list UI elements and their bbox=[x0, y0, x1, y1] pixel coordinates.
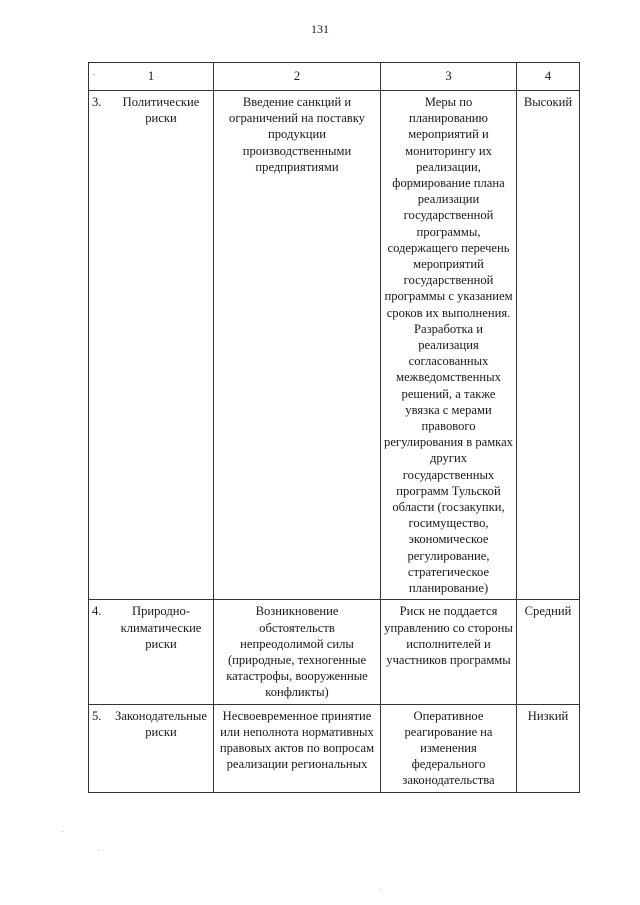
scan-dot: . bbox=[98, 845, 100, 853]
risk-name: Политические риски bbox=[122, 95, 200, 126]
row-number: 5. bbox=[92, 708, 102, 723]
table-row bbox=[89, 704, 580, 792]
column-number-4: 4 bbox=[517, 63, 580, 91]
row-number: 4. bbox=[92, 604, 102, 619]
page-number: 131 bbox=[311, 22, 329, 36]
risk-name-cell bbox=[89, 704, 214, 792]
risk-measures: Оперативное реагирование на изменения федерального законодательства bbox=[381, 704, 517, 792]
risk-measures: Риск не поддается управлению со стороны исполнителей и участников программы bbox=[381, 600, 517, 704]
scan-dot: . bbox=[93, 68, 95, 77]
risk-level: Средний bbox=[517, 600, 580, 704]
risk-name-cell bbox=[89, 600, 214, 704]
risk-description: Введение санкций и ограничений на поставку продукции производственными предприятиями bbox=[214, 91, 381, 600]
risk-name: Законодательные риски bbox=[115, 708, 207, 739]
row-number: 3. bbox=[92, 95, 102, 109]
column-number-1: 1 bbox=[89, 63, 214, 91]
risk-table bbox=[88, 62, 580, 793]
risk-description: Возникновение обстоятельств непреодолимой силы (природные, техногенные катастрофы, вооруженные конфликты) bbox=[214, 600, 381, 704]
column-number-2: 2 bbox=[214, 63, 381, 91]
scan-dot: . bbox=[380, 884, 382, 892]
risk-level: Высокий bbox=[517, 91, 580, 600]
risk-description: Несвоевременное принятие или неполнота нормативных правовых актов по вопросам реализации региональных bbox=[214, 704, 381, 792]
table-row bbox=[89, 91, 580, 600]
risk-measures: Меры по планированию мероприятий и мониторингу их реализации, формирование плана реализации государственной программы, содержащего перечень мероприятий государственной программы с указанием сроков их выполнения. Разработка и реализация согласованных межведомственных решений, а также увязка с мерами правового регулирования в рамках других государственных программ Тульской области (госзакупки, госимущество, экономическое регулирование, стратегическое планирование) bbox=[381, 91, 517, 600]
scan-dot: . bbox=[62, 826, 64, 834]
risk-level: Низкий bbox=[517, 704, 580, 792]
header-row bbox=[89, 63, 580, 91]
table-row bbox=[89, 600, 580, 704]
column-number-3: 3 bbox=[381, 63, 517, 91]
risk-name: Природно-климатические риски bbox=[120, 604, 202, 651]
risk-name-cell bbox=[89, 91, 214, 600]
